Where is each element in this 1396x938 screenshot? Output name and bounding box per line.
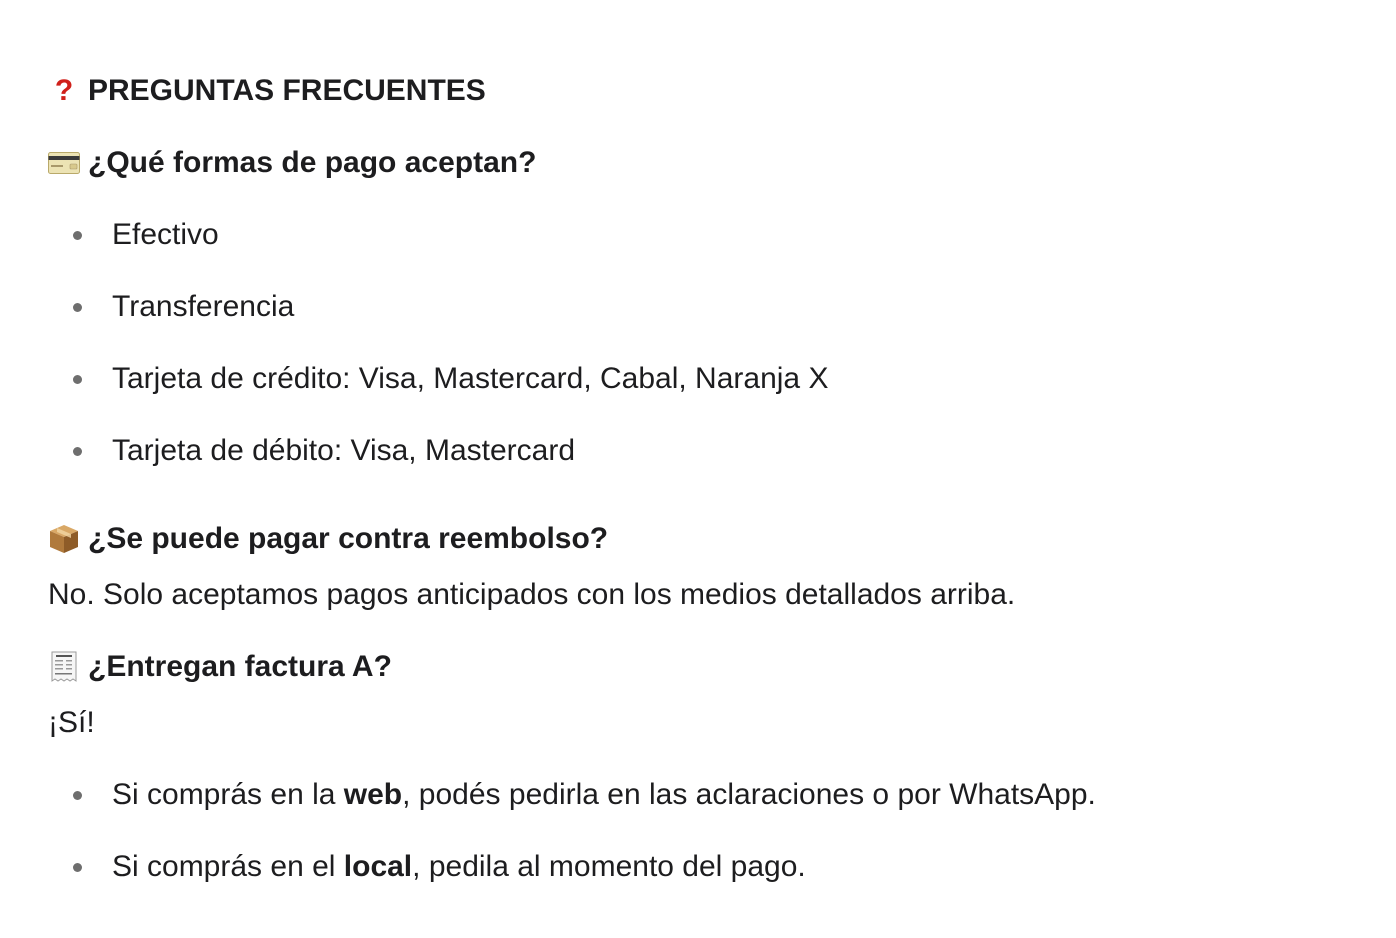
bullet-icon — [73, 375, 82, 384]
faq-title-text: PREGUNTAS FRECUENTES — [88, 74, 486, 107]
bullet-icon — [73, 791, 82, 800]
red-question-mark-icon: ? — [54, 74, 74, 107]
emphasis-web: web — [343, 778, 403, 811]
list-item-text: Transferencia — [112, 290, 295, 323]
list-item-text: Si comprás en la web, podés pedirla en las aclaraciones o por WhatsApp. — [112, 778, 1096, 811]
faq-question-invoice-text: ¿Entregan factura A? — [88, 650, 392, 683]
list-item-text: Tarjeta de crédito: Visa, Mastercard, Cabal, Naranja X — [112, 362, 829, 395]
faq-answer-invoice: ¡Sí! — [48, 706, 95, 739]
faq-question-cod — [48, 521, 608, 557]
bullet-icon — [73, 863, 82, 872]
list-item-text: Efectivo — [112, 218, 219, 251]
faq-question-cod-text: ¿Se puede pagar contra reembolso? — [88, 522, 609, 555]
faq-question-invoice — [48, 649, 392, 685]
receipt-icon — [48, 651, 80, 683]
credit-card-icon — [48, 147, 80, 179]
bullet-icon — [73, 231, 82, 240]
faq-question-payment — [48, 145, 536, 181]
list-item-text: Tarjeta de débito: Visa, Mastercard — [112, 434, 576, 467]
faq-question-payment-text: ¿Qué formas de pago aceptan? — [88, 146, 537, 179]
list-item-text: Si comprás en el local, pedila al momento del pago. — [112, 850, 806, 883]
faq-title — [48, 73, 486, 109]
bullet-icon — [73, 303, 82, 312]
bullet-icon — [73, 447, 82, 456]
faq-answer-cod: No. Solo aceptamos pagos anticipados con los medios detallados arriba. — [48, 578, 1016, 611]
package-icon — [48, 523, 80, 555]
emphasis-local: local — [343, 850, 413, 883]
